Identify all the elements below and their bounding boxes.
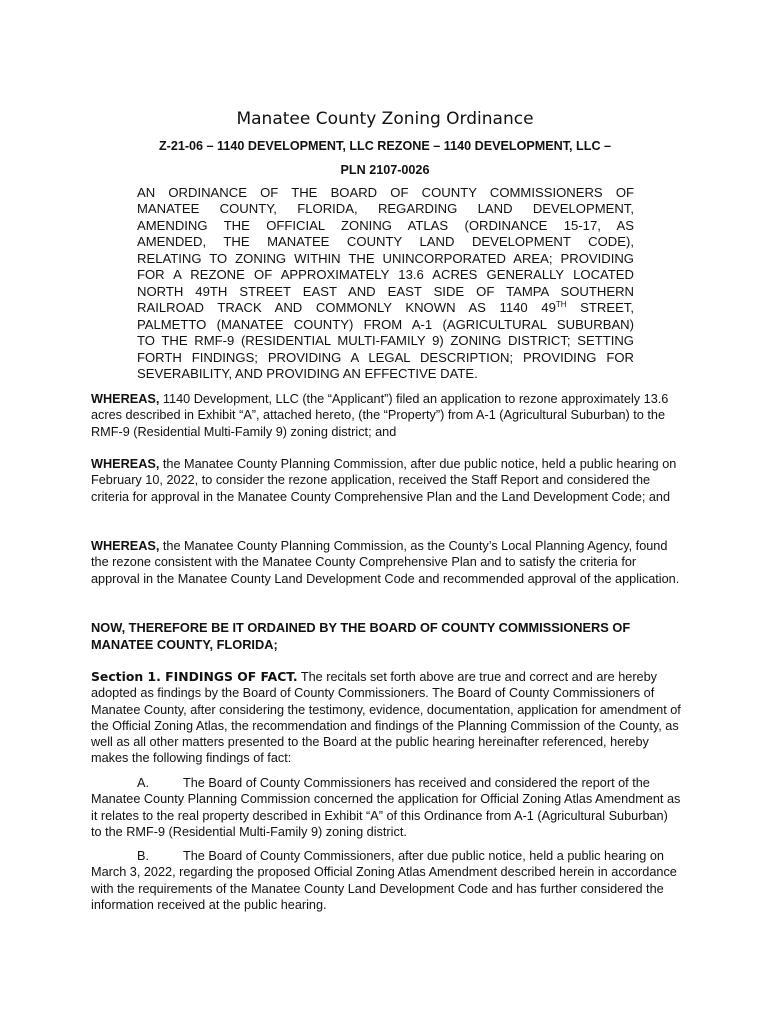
ordinance-line: AMENDING THE OFFICIAL ZONING ATLAS (ORDINANCE 15-17, AS (137, 217, 634, 233)
document-title: Manatee County Zoning Ordinance (236, 109, 534, 129)
ordinance-line: RELATING TO ZONING WITHIN THE UNINCORPORATED AREA; PROVIDING (137, 250, 634, 266)
ordinance-line: PALMETTO (MANATEE COUNTY) FROM A-1 (AGRICULTURAL SUBURBAN) (137, 316, 634, 332)
ordinance-title-block (137, 185, 634, 382)
section-1-text: The recitals set forth above are true and correct and are hereby adopted as findings by the Board of County Commissioners. The Board of County Commissioners of Manatee County, after considering the testimony, evidence, documentation, application for amendment of the Official Zoning Atlas, the recommendation and findings of the Planning Commission of the County, as well as all other matters presented to the Board at the public hearing hereinafter referenced, hereby makes the following findings of fact: (91, 670, 681, 766)
section-1-heading: Section 1. FINDINGS OF FACT. (91, 669, 298, 684)
whereas-text: 1140 Development, LLC (the “Applicant”) filed an application to rezone approximately 13.6 acres described in Exhibit “A”, attached hereto, (the “Property”) from A-1 (Agricultural Suburban) to the RMF-9 (Residential Multi-Family 9) zoning district; and (91, 392, 669, 439)
ordinance-line: FOR A REZONE OF APPROXIMATELY 13.6 ACRES GENERALLY LOCATED (137, 267, 634, 283)
section-1-paragraph (91, 669, 681, 767)
whereas-paragraph-3 (91, 538, 681, 587)
ordinance-line: AMENDED, THE MANATEE COUNTY LAND DEVELOPMENT CODE), (137, 234, 634, 250)
whereas-label: WHEREAS, (91, 392, 160, 406)
item-letter: B. (137, 849, 149, 863)
whereas-text: the Manatee County Planning Commission, as the County’s Local Planning Agency, found the rezone consistent with the Manatee County Comprehensive Plan and to satisfy the criteria for approval in the Manatee County Land Development Code and recommended approval of the application. (91, 539, 680, 586)
ordinance-line: AN ORDINANCE OF THE BOARD OF COUNTY COMMISSIONERS OF (137, 185, 634, 200)
whereas-paragraph-2 (91, 456, 681, 505)
ordinance-superscript: TH (555, 300, 567, 310)
ordinance-line: NORTH 49TH STREET EAST AND EAST SIDE OF TAMPA SOUTHERN (137, 283, 634, 299)
ordinance-line: FORTH FINDINGS; PROVIDING A LEGAL DESCRIPTION; PROVIDING FOR (137, 349, 634, 365)
item-text: The Board of County Commissioners, after due public notice, held a public hearing on March 3, 2022, regarding the proposed Official Zoning Atlas Amendment described herein in accordance with the requirements of the Manatee County Land Development Code and has further considered the information received at the public hearing. (91, 849, 677, 912)
document-subtitle-line1: Z-21-06 – 1140 DEVELOPMENT, LLC REZONE – 1140 DEVELOPMENT, LLC – (158, 139, 612, 153)
item-text: The Board of County Commissioners has received and considered the report of the Manatee County Planning Commission concerned the application for Official Zoning Atlas Amendment as it relates to the real property described in Exhibit “A” of this Ordinance from A-1 (Agricultural Suburban) to the RMF-9 (Residential Multi-Family 9) zoning district. (91, 776, 681, 839)
ordinance-line: MANATEE COUNTY, FLORIDA, REGARDING LAND DEVELOPMENT, (137, 201, 634, 217)
finding-item-b (91, 848, 681, 913)
whereas-paragraph-1 (91, 391, 681, 440)
whereas-label: WHEREAS, (91, 457, 160, 471)
whereas-label: WHEREAS, (91, 539, 160, 553)
ordinance-line-part: STREET, (566, 300, 634, 316)
ordinance-line: TO THE RMF-9 (RESIDENTIAL MULTI-FAMILY 9) ZONING DISTRICT; SETTING (137, 333, 634, 349)
ordinance-line-part: RAILROAD TRACK AND COMMONLY KNOWN AS 1140 49 (137, 300, 556, 316)
whereas-text: the Manatee County Planning Commission, after due public notice, held a public hearing on February 10, 2022, to consider the rezone application, received the Staff Report and considered the criteria for approval in the Manatee County Comprehensive Plan and the Land Development Code; and (91, 457, 677, 504)
now-therefore-clause: NOW, THEREFORE BE IT ORDAINED BY THE BOARD OF COUNTY COMMISSIONERS OF MANATEE COUNTY, FLORIDA; (91, 620, 631, 652)
item-letter: A. (137, 776, 149, 790)
document-subtitle-line2: PLN 2107-0026 (340, 163, 430, 177)
ordinance-line: SEVERABILITY, AND PROVIDING AN EFFECTIVE DATE. (137, 365, 478, 381)
ordinance-line-with-superscript (137, 300, 634, 316)
finding-item-a (91, 775, 681, 840)
